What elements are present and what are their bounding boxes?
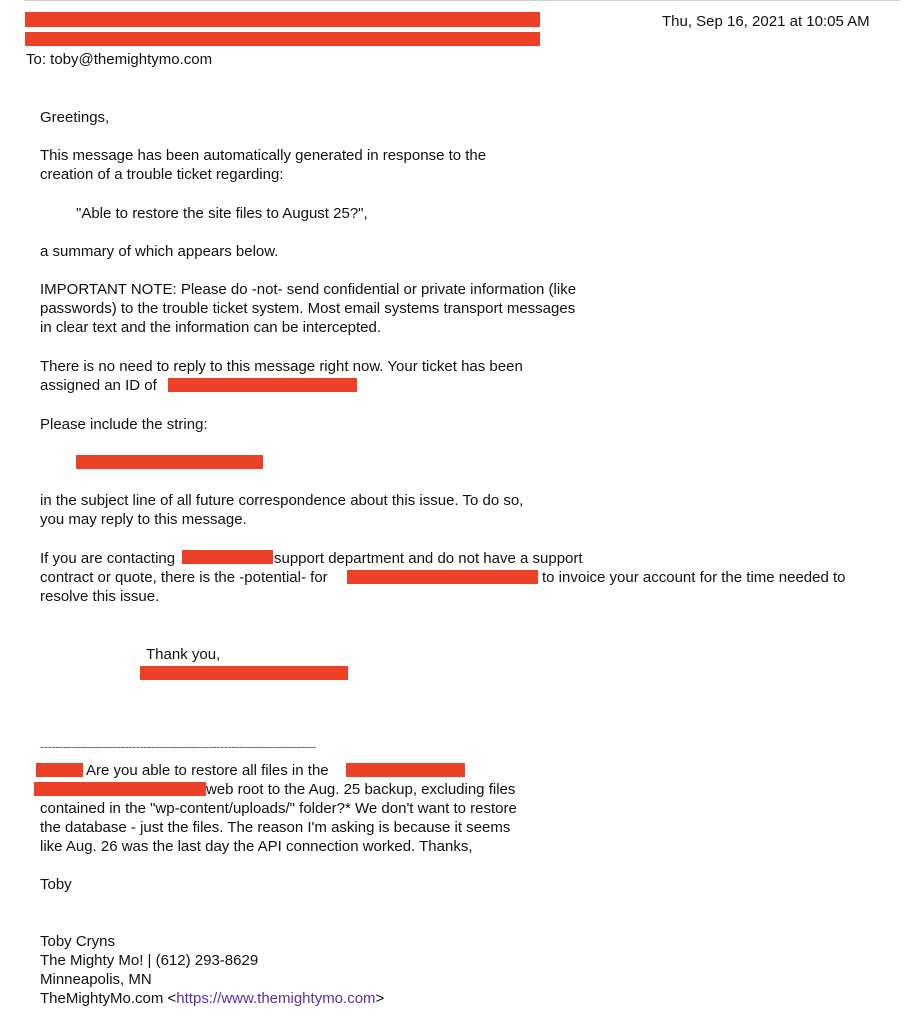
important-note-line-1: IMPORTANT NOTE: Please do -not- send confidential or private information (like (40, 281, 577, 298)
redacted-from-line (25, 12, 540, 27)
signature-site-end: > (375, 990, 385, 1007)
header-divider (24, 0, 900, 1)
quote-separator: ------------------------------------------------------------------------ (40, 739, 316, 754)
contact-line-1b: support department and do not have a support (274, 550, 583, 567)
redacted-ticket-id (168, 378, 357, 392)
important-note-line-3: in clear text and the information can be intercepted. (40, 319, 382, 336)
redacted-company-name (347, 570, 538, 584)
contact-line-2a: contract or quote, there is the -potential- for (40, 569, 328, 586)
redacted-reply-to-line (25, 32, 540, 46)
summary-line: a summary of which appears below. (40, 243, 279, 260)
contact-line-1a: If you are contacting (40, 550, 176, 567)
signature-company: The Mighty Mo! | (612) 293-8629 (40, 952, 259, 969)
important-note-line-2: passwords) to the trouble ticket system. Most email systems transport messages (40, 300, 576, 317)
signature-site-link[interactable]: https://www.themightymo.com (176, 990, 376, 1007)
redacted-quote-prefix (36, 763, 83, 777)
quoted-line-4: the database - just the files. The reason I'm asking is because it seems (40, 819, 511, 836)
redacted-site-name (346, 763, 465, 777)
quoted-sign-off: Toby (40, 876, 72, 893)
signature-name: Toby Cryns (40, 933, 116, 950)
signature-site-text: TheMightyMo.com < (40, 990, 177, 1007)
to-line: To: toby@themightymo.com (26, 51, 213, 68)
contact-line-2b: to invoice your account for the time needed to (542, 569, 846, 586)
quoted-line-2: web root to the Aug. 25 backup, excluding files (206, 781, 516, 798)
intro-line-2: creation of a trouble ticket regarding: (40, 166, 284, 183)
contact-line-3: resolve this issue. (40, 588, 160, 605)
redacted-sender-email[interactable] (140, 666, 348, 680)
signature-city: Minneapolis, MN (40, 971, 152, 988)
no-reply-line-1: There is no need to reply to this message right now. Your ticket has been (40, 358, 523, 375)
email-date: Thu, Sep 16, 2021 at 10:05 AM (662, 13, 870, 30)
include-string-line: Please include the string: (40, 416, 208, 433)
thank-you: Thank you, (146, 646, 221, 663)
redacted-company (182, 550, 273, 564)
greeting: Greetings, (40, 109, 110, 126)
ticket-subject-quote: "Able to restore the site files to August 25?", (76, 205, 368, 222)
redacted-site-path (34, 782, 206, 796)
quoted-line-1: Are you able to restore all files in the (86, 762, 329, 779)
subject-line-1: in the subject line of all future correspondence about this issue. To do so, (40, 492, 524, 509)
subject-line-2: you may reply to this message. (40, 511, 247, 528)
redacted-ticket-string (76, 455, 263, 469)
quoted-line-3: contained in the "wp-content/uploads/" folder?* We don't want to restore (40, 800, 517, 817)
quoted-line-5: like Aug. 26 was the last day the API connection worked. Thanks, (40, 838, 473, 855)
signature-website (40, 989, 384, 1008)
intro-line-1: This message has been automatically generated in response to the (40, 147, 487, 164)
no-reply-line-2: assigned an ID of (40, 377, 157, 394)
